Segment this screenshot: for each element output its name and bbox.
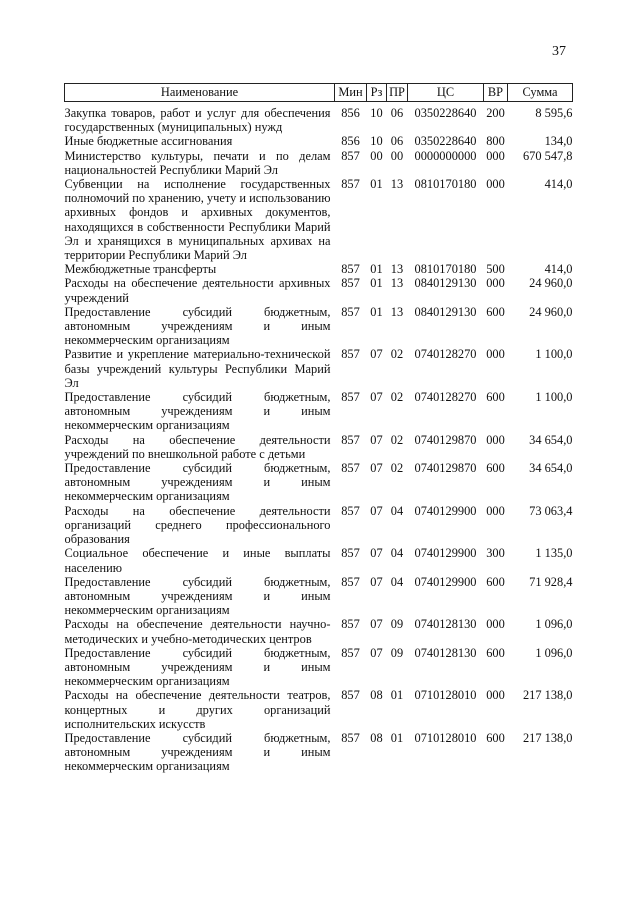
cell-name: Предоставление субсидий бюджетным, автономным учреждениям и иным некоммерческим организациям bbox=[64, 390, 331, 433]
cell-vr: 600 bbox=[486, 574, 505, 589]
cell-cs: 0350228640 bbox=[414, 134, 477, 149]
cell-vr: 600 bbox=[486, 304, 505, 319]
cell-cs: 0740128270 bbox=[414, 347, 477, 362]
cell-sum: 24 960,0 bbox=[529, 276, 573, 291]
cell-vr: 600 bbox=[486, 390, 505, 405]
cell-name: Иные бюджетные ассигнования bbox=[64, 134, 233, 149]
cell-min: 857 bbox=[341, 461, 360, 476]
cell-min: 857 bbox=[341, 617, 360, 632]
table-row bbox=[65, 433, 573, 461]
cell-vr: 500 bbox=[486, 262, 505, 277]
cell-min: 857 bbox=[341, 503, 360, 518]
cell-pr: 02 bbox=[390, 390, 404, 405]
cell-pr: 00 bbox=[390, 148, 404, 163]
cell-name: Расходы на обеспечение деятельности театров, концертных и других организаций исполнительских искусств bbox=[64, 688, 331, 731]
cell-vr: 800 bbox=[486, 134, 505, 149]
cell-cs: 0740129900 bbox=[414, 574, 477, 589]
cell-cs: 0840129130 bbox=[414, 304, 477, 319]
cell-name: Расходы на обеспечение деятельности организаций среднего профессионального образования bbox=[64, 503, 331, 547]
table-row bbox=[65, 134, 573, 148]
cell-cs: 0740129900 bbox=[414, 546, 477, 561]
table-row bbox=[65, 546, 573, 574]
cell-cs: 0740128130 bbox=[414, 645, 477, 660]
cell-cs: 0740128130 bbox=[414, 617, 477, 632]
cell-sum: 24 960,0 bbox=[529, 304, 573, 319]
table-body bbox=[65, 102, 573, 774]
cell-cs: 0740129870 bbox=[414, 432, 477, 447]
table-row bbox=[65, 575, 573, 618]
cell-sum: 71 928,4 bbox=[529, 574, 573, 589]
cell-min: 857 bbox=[341, 304, 360, 319]
cell-pr: 04 bbox=[390, 574, 404, 589]
cell-vr: 000 bbox=[486, 432, 505, 447]
cell-vr: 600 bbox=[486, 730, 505, 745]
cell-rz: 08 bbox=[370, 730, 383, 745]
cell-name: Расходы на обеспечение деятельности архивных учреждений bbox=[64, 276, 331, 305]
table-row bbox=[65, 276, 573, 304]
cell-name: Субвенции на исполнение государственных полномочий по хранению, учету и использованию архивных фондов и архивных документов, находящихся в собственности Республики Марий Эл и хранящихся в муниципальных архивах на территории Республики Марий Эл bbox=[64, 177, 331, 263]
cell-pr: 06 bbox=[390, 106, 404, 120]
cell-rz: 00 bbox=[370, 148, 383, 163]
cell-cs: 0000000000 bbox=[414, 148, 477, 163]
header-sum: Сумма bbox=[508, 84, 573, 102]
cell-sum: 1 100,0 bbox=[535, 390, 573, 405]
cell-vr: 000 bbox=[486, 347, 505, 362]
cell-cs: 0710128010 bbox=[414, 688, 477, 703]
cell-min: 857 bbox=[341, 262, 360, 277]
cell-pr: 01 bbox=[390, 688, 404, 703]
cell-rz: 07 bbox=[370, 617, 383, 632]
cell-sum: 414,0 bbox=[544, 177, 573, 192]
cell-vr: 600 bbox=[486, 645, 505, 660]
table-row bbox=[65, 646, 573, 689]
cell-vr: 000 bbox=[486, 276, 505, 291]
cell-min: 857 bbox=[341, 574, 360, 589]
cell-rz: 07 bbox=[370, 503, 383, 518]
cell-rz: 10 bbox=[370, 134, 383, 149]
cell-pr: 13 bbox=[390, 177, 404, 192]
cell-cs: 0840129130 bbox=[414, 276, 477, 291]
cell-sum: 1 096,0 bbox=[535, 645, 573, 660]
cell-vr: 000 bbox=[486, 688, 505, 703]
cell-name: Предоставление субсидий бюджетным, автономным учреждениям и иным некоммерческим организациям bbox=[64, 304, 331, 348]
cell-sum: 34 654,0 bbox=[529, 432, 573, 447]
cell-min: 857 bbox=[341, 177, 360, 192]
cell-vr: 000 bbox=[486, 148, 505, 163]
table-row bbox=[65, 177, 573, 262]
cell-min: 857 bbox=[341, 347, 360, 362]
header-name: Наименование bbox=[65, 84, 335, 102]
cell-name: Министерство культуры, печати и по делам национальностей Республики Марий Эл bbox=[64, 148, 331, 177]
budget-table bbox=[64, 83, 573, 774]
cell-name: Развитие и укрепление материально-технической базы учреждений культуры Республики Марий Эл bbox=[64, 347, 331, 390]
cell-pr: 06 bbox=[390, 134, 404, 149]
cell-rz: 01 bbox=[370, 276, 383, 291]
table-row bbox=[65, 617, 573, 645]
cell-sum: 73 063,4 bbox=[529, 503, 573, 518]
cell-cs: 0810170180 bbox=[414, 262, 477, 277]
cell-pr: 13 bbox=[390, 262, 404, 277]
cell-min: 857 bbox=[341, 688, 360, 703]
header-pr: ПР bbox=[387, 84, 408, 102]
cell-sum: 670 547,8 bbox=[522, 148, 573, 163]
cell-min: 857 bbox=[341, 546, 360, 561]
cell-min: 857 bbox=[341, 645, 360, 660]
cell-vr: 200 bbox=[486, 106, 505, 120]
table-row bbox=[65, 347, 573, 390]
cell-pr: 02 bbox=[390, 347, 404, 362]
cell-sum: 8 595,6 bbox=[535, 106, 573, 120]
cell-cs: 0350228640 bbox=[414, 106, 477, 120]
table-row bbox=[65, 461, 573, 504]
table-row bbox=[65, 688, 573, 731]
cell-vr: 000 bbox=[486, 617, 505, 632]
table-row bbox=[65, 390, 573, 433]
cell-rz: 07 bbox=[370, 432, 383, 447]
cell-sum: 217 138,0 bbox=[522, 730, 573, 745]
cell-rz: 10 bbox=[370, 106, 383, 120]
table-row bbox=[65, 504, 573, 547]
cell-rz: 07 bbox=[370, 645, 383, 660]
cell-sum: 1 096,0 bbox=[535, 617, 573, 632]
cell-cs: 0810170180 bbox=[414, 177, 477, 192]
cell-rz: 07 bbox=[370, 574, 383, 589]
cell-min: 857 bbox=[341, 730, 360, 745]
cell-name: Предоставление субсидий бюджетным, автономным учреждениям и иным некоммерческим организациям bbox=[64, 645, 331, 689]
cell-sum: 217 138,0 bbox=[522, 688, 573, 703]
cell-name: Межбюджетные трансферты bbox=[64, 262, 217, 277]
cell-name: Предоставление субсидий бюджетным, автономным учреждениям и иным некоммерческим организациям bbox=[64, 730, 331, 774]
cell-vr: 600 bbox=[486, 461, 505, 476]
cell-min: 857 bbox=[341, 390, 360, 405]
cell-min: 857 bbox=[341, 276, 360, 291]
cell-rz: 07 bbox=[370, 390, 383, 405]
cell-name: Расходы на обеспечение деятельности научно-методических и учебно-методических центров bbox=[64, 617, 331, 646]
cell-pr: 02 bbox=[390, 432, 404, 447]
header-vr: ВР bbox=[484, 84, 508, 102]
cell-pr: 13 bbox=[390, 304, 404, 319]
cell-vr: 300 bbox=[486, 546, 505, 561]
cell-cs: 0740129870 bbox=[414, 461, 477, 476]
cell-rz: 07 bbox=[370, 347, 383, 362]
cell-pr: 13 bbox=[390, 276, 404, 291]
cell-cs: 0740128270 bbox=[414, 390, 477, 405]
cell-name: Социальное обеспечение и иные выплаты населению bbox=[64, 546, 331, 575]
cell-pr: 09 bbox=[390, 617, 404, 632]
header-rz: Рз bbox=[367, 84, 387, 102]
cell-name: Предоставление субсидий бюджетным, автономным учреждениям и иным некоммерческим организациям bbox=[64, 461, 331, 504]
header-cs: ЦС bbox=[408, 84, 484, 102]
cell-cs: 0740129900 bbox=[414, 503, 477, 518]
cell-sum: 134,0 bbox=[544, 134, 573, 149]
cell-rz: 01 bbox=[370, 304, 383, 319]
cell-rz: 01 bbox=[370, 262, 383, 277]
cell-sum: 414,0 bbox=[544, 262, 573, 277]
cell-pr: 09 bbox=[390, 645, 404, 660]
cell-min: 856 bbox=[341, 134, 360, 149]
cell-rz: 07 bbox=[370, 546, 383, 561]
table-row bbox=[65, 305, 573, 348]
cell-rz: 07 bbox=[370, 461, 383, 476]
cell-name: Расходы на обеспечение деятельности учреждений по внешкольной работе с детьми bbox=[64, 432, 331, 461]
cell-sum: 1 135,0 bbox=[535, 546, 573, 561]
cell-cs: 0710128010 bbox=[414, 730, 477, 745]
header-min: Мин bbox=[335, 84, 367, 102]
cell-sum: 34 654,0 bbox=[529, 461, 573, 476]
cell-vr: 000 bbox=[486, 177, 505, 192]
table-header-row bbox=[65, 84, 573, 102]
cell-min: 857 bbox=[341, 432, 360, 447]
table-row bbox=[65, 262, 573, 276]
page-number: 37 bbox=[552, 44, 566, 59]
cell-min: 856 bbox=[341, 106, 360, 120]
cell-sum: 1 100,0 bbox=[535, 347, 573, 362]
cell-name: Предоставление субсидий бюджетным, автономным учреждениям и иным некоммерческим организациям bbox=[64, 574, 331, 618]
cell-rz: 08 bbox=[370, 688, 383, 703]
cell-pr: 01 bbox=[390, 730, 404, 745]
table-row bbox=[65, 102, 573, 135]
cell-min: 857 bbox=[341, 148, 360, 163]
cell-vr: 000 bbox=[486, 503, 505, 518]
table-row bbox=[65, 731, 573, 774]
cell-pr: 04 bbox=[390, 546, 404, 561]
cell-pr: 02 bbox=[390, 461, 404, 476]
cell-rz: 01 bbox=[370, 177, 383, 192]
table-row bbox=[65, 149, 573, 177]
cell-name: Закупка товаров, работ и услуг для обеспечения государственных (муниципальных) нужд bbox=[64, 106, 331, 135]
cell-pr: 04 bbox=[390, 503, 404, 518]
